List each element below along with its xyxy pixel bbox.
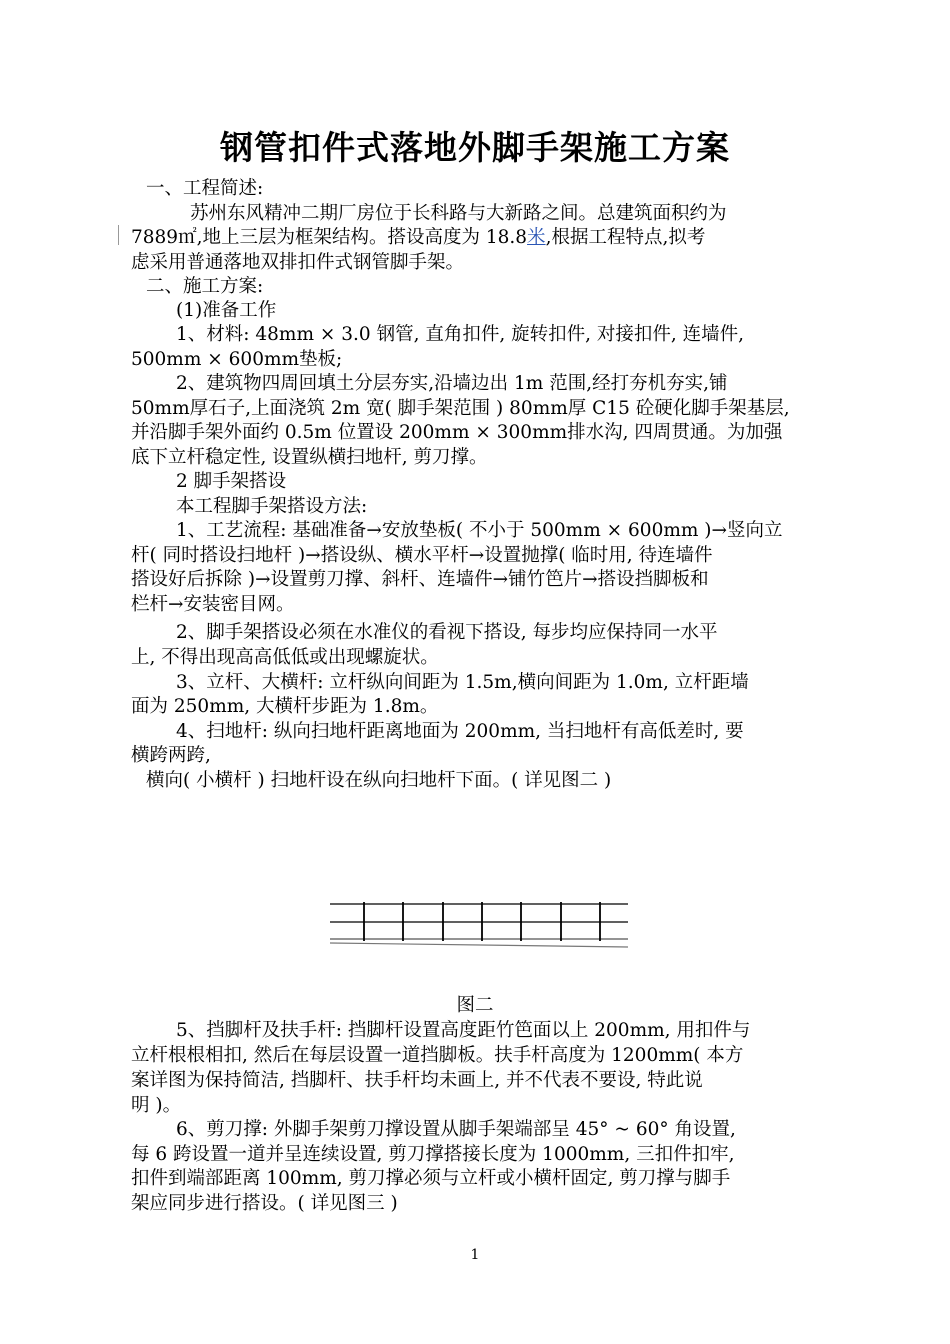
- section-heading-plan: 二、施工方案:: [146, 276, 264, 297]
- paragraph-line: 底下立杆稳定性, 设置纵横扫地杆, 剪刀撑。: [131, 447, 488, 468]
- paragraph-line: 扣件到端部距离 100mm, 剪刀撑必须与立杆或小横杆固定, 剪刀撑与脚手: [131, 1168, 731, 1189]
- scaffold-ground-line: [330, 943, 628, 947]
- paragraph-line: 案详图为保持简洁, 挡脚杆、扶手杆均未画上, 并不代表不要设, 特此说: [131, 1070, 703, 1091]
- section-heading-overview: 一、工程简述:: [146, 178, 264, 199]
- paragraph-line: 4、扫地杆: 纵向扫地杆距离地面为 200mm, 当扫地杆有高低差时, 要: [176, 721, 744, 742]
- paragraph-line: 立杆根根相扣, 然后在每层设置一道挡脚板。扶手杆高度为 1200mm( 本方: [131, 1045, 744, 1066]
- paragraph-line: 栏杆→安装密目网。: [131, 594, 295, 615]
- figure-caption: 图二: [456, 995, 494, 1016]
- paragraph-line: 杆( 同时搭设扫地杆 )→搭设纵、横水平杆→设置抛撑( 临时用, 待连墙件: [131, 545, 713, 566]
- text-span: 7889㎡,地上三层为框架结构。搭设高度为 18.8: [131, 227, 528, 248]
- paragraph-line: 6、剪刀撑: 外脚手架剪刀撑设置从脚手架端部呈 45° ~ 60° 角设置,: [176, 1119, 736, 1140]
- paragraph-line: 本工程脚手架搭设方法:: [176, 496, 368, 517]
- document-title: 钢管扣件式落地外脚手架施工方案: [220, 128, 730, 167]
- paragraph-line: 横跨两跨,: [131, 745, 211, 766]
- paragraph-line: 苏州东风精冲二期厂房位于长科路与大新路之间。总建筑面积约为: [190, 203, 727, 224]
- page-number: 1: [470, 1247, 480, 1263]
- paragraph-line: 2、建筑物四周回填土分层夯实,沿墙边出 1m 范围,经打夯机夯实,铺: [176, 373, 728, 394]
- paragraph-line: 上, 不得出现高高低低或出现螺旋状。: [131, 647, 439, 668]
- paragraph-line: 架应同步进行搭设。( 详见图三 ): [131, 1193, 398, 1214]
- paragraph-line: 明 )。: [131, 1095, 182, 1116]
- text-span: ,根据工程特点,拟考: [545, 227, 706, 248]
- subheading-scaffold: 2 脚手架搭设: [176, 471, 287, 492]
- paragraph-line: 3、立杆、大横杆: 立杆纵向间距为 1.5m,横向间距为 1.0m, 立杆距墙: [176, 672, 749, 693]
- paragraph-line: 每 6 跨设置一道并呈连续设置, 剪刀撑搭接长度为 1000mm, 三扣件扣牢,: [131, 1144, 735, 1165]
- paragraph-line: 500mm × 600mm垫板;: [131, 349, 343, 370]
- scaffold-figure: [330, 896, 630, 956]
- paragraph-line: 50mm厚石子,上面浇筑 2m 宽( 脚手架范围 ) 80mm厚 C15 砼硬化脚手架基层,: [131, 398, 790, 419]
- paragraph-line: [131, 225, 705, 251]
- margin-mark: [118, 225, 119, 245]
- paragraph-line: 2、脚手架搭设必须在水准仪的看视下搭设, 每步均应保持同一水平: [176, 622, 718, 643]
- paragraph-line: 搭设好后拆除 )→设置剪刀撑、斜杆、连墙件→铺竹笆片→搭设挡脚板和: [131, 569, 709, 590]
- paragraph-line: 1、工艺流程: 基础准备→安放垫板( 不小于 500mm × 600mm )→竖向立: [176, 520, 783, 541]
- paragraph-line: 1、材料: 48mm × 3.0 钢管, 直角扣件, 旋转扣件, 对接扣件, 连墙件,: [176, 324, 745, 345]
- paragraph-line: 并沿脚手架外面约 0.5m 位置设 200mm × 300mm排水沟, 四周贯通。为加强: [131, 422, 783, 443]
- meter-link[interactable]: 米: [527, 227, 546, 248]
- subheading-preparation: (1)准备工作: [176, 300, 277, 321]
- paragraph-line: 5、挡脚杆及扶手杆: 挡脚杆设置高度距竹笆面以上 200mm, 用扣件与: [176, 1020, 751, 1041]
- paragraph-line: 横向( 小横杆 ) 扫地杆设在纵向扫地杆下面。( 详见图二 ): [146, 770, 612, 791]
- paragraph-line: 面为 250mm, 大横杆步距为 1.8m。: [131, 696, 439, 717]
- paragraph-line: 虑采用普通落地双排扣件式钢管脚手架。: [131, 252, 465, 273]
